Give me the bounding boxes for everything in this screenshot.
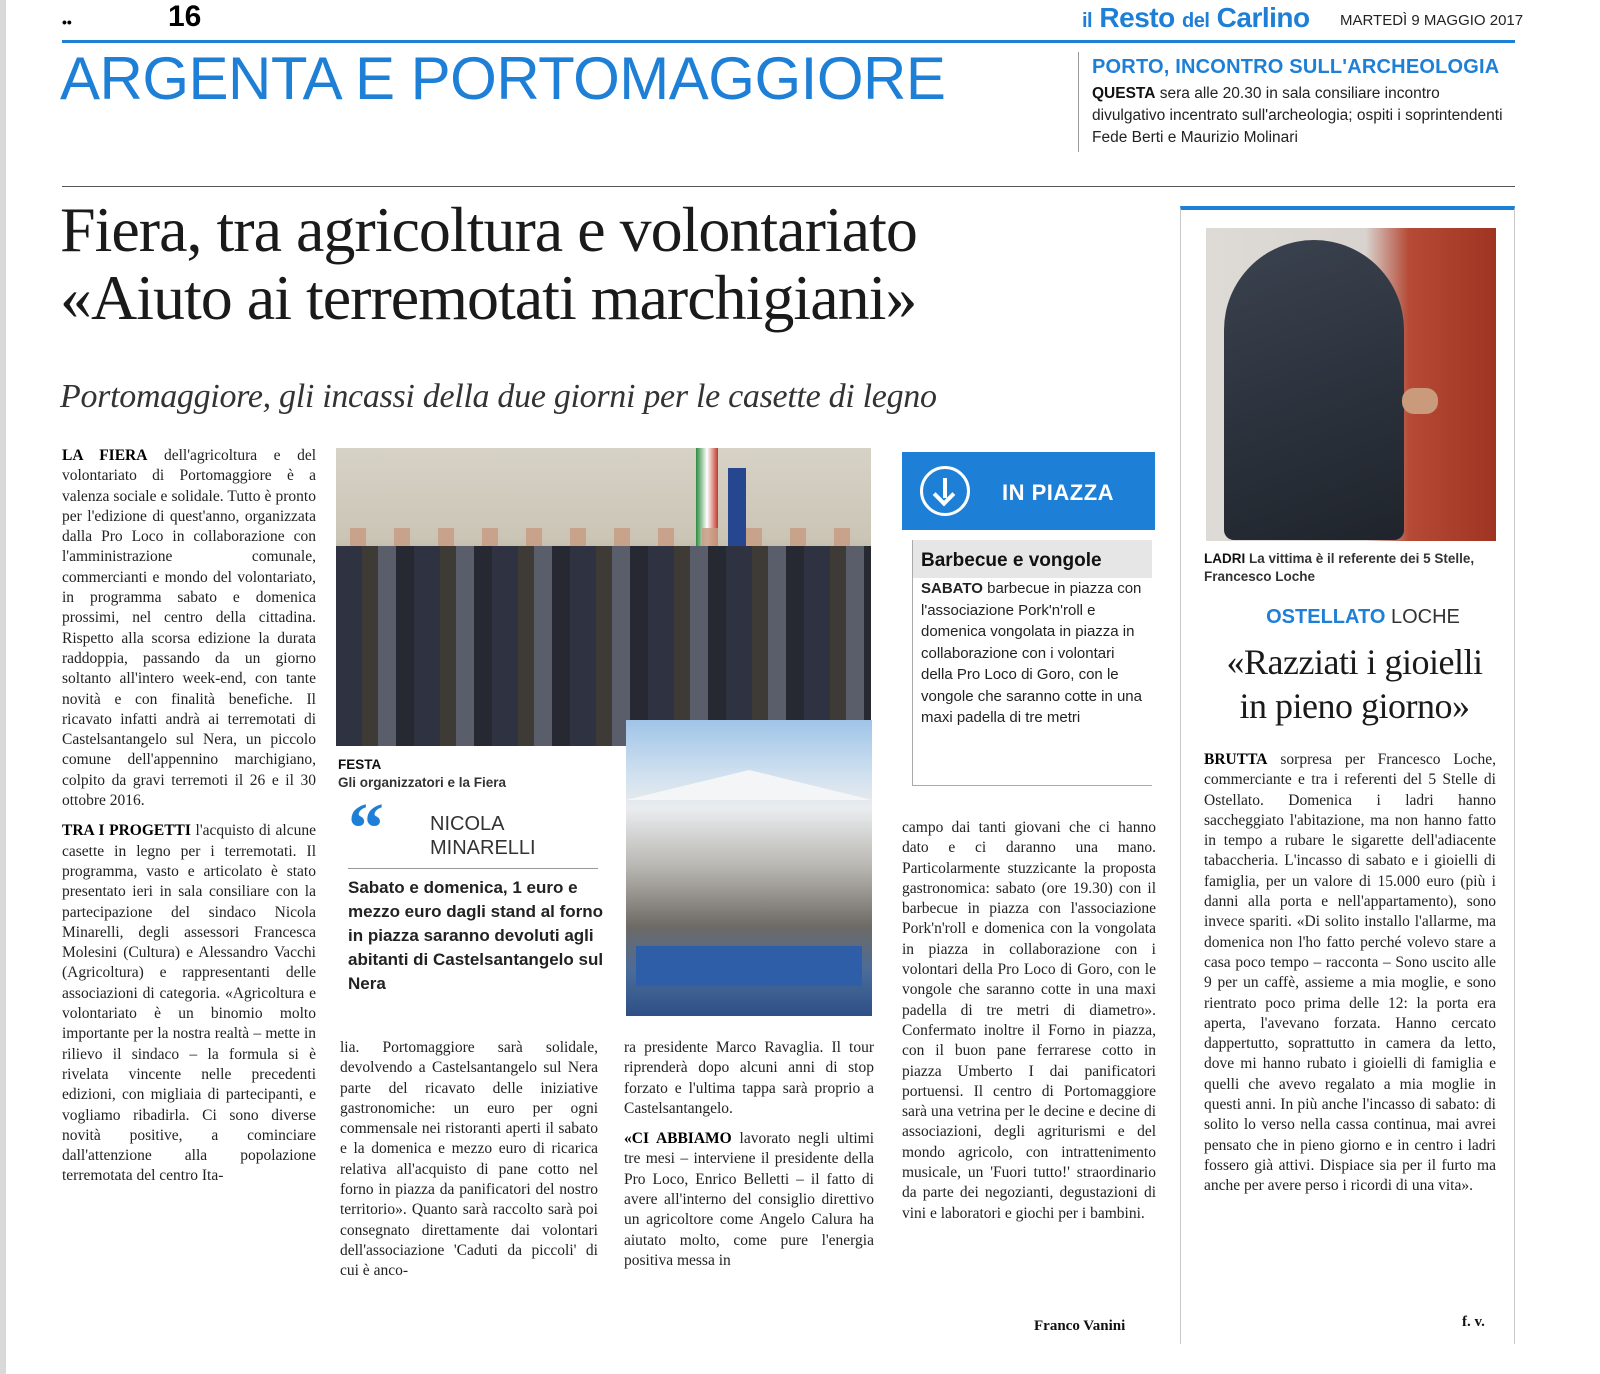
sidebar-headline: «Razziati i gioielli in pieno giorno»	[1226, 642, 1483, 726]
photo-market	[626, 720, 872, 1016]
article-column-1: LA FIERA dell'agricoltura e del volontariato di Portomaggiore è a valenza sociale e solidale. Tutto è pronto per l'edizione di quest'anno, organizzata dalla Pro Loco in collaborazione con l'amministrazione comunale, commercianti e mondo del volontariato, in programma sabato e domenica prossimi, nel centro della cittadina. Rispetto alla scorsa edizione la durata raddoppia, passando da un giorno soltanto all'intero week-end, con tante novità e con finalità benefiche. Il ricavato infatti andrà ai terremotati di Castelsantangelo sul Nera, un piccolo comune dell'appennino marchigiano, colpito da gravi terremoti il 26 e il 30 ottobre 2016. TRA I PROGETTI l'acquisto di alcune casette in legno per i terremotati. Il programma, vasto e articolato è stato presentato ieri in sala consiliare con la partecipazione del sindaco Nicola Minarelli, degli assessori Francesca Molesini (Cultura) e Alessandro Vacchi (Agricoltura) e rappresentanti delle associazioni di categoria. «Agricoltura e volontariato è un binomio molto importante per la nostra realtà – mette in rilievo il sindaco – la formula si è rivelata vincente nelle precedenti edizioni, con migliaia di partecipanti, e vogliamo ribadirla. Ci sono diverse novità positive, a cominciare dall'attenzione alla popolazione terremotata del centro Ita-	[62, 447, 317, 1185]
article-headline: Fiera, tra agricoltura e volontariato «Aiuto ai terremotati marchigiani»	[60, 194, 917, 333]
quote-author: NICOLA MINARELLI	[430, 813, 536, 859]
sidebar-body: BRUTTA sorpresa per Francesco Loche, commerciante e tra i referenti del 5 Stelle di Ostellato. Domenica i ladri hanno saccheggiato l'abitazione, ma non hanno fatto in tempo a rubare le sigarette dell'adiacente tabaccheria. L'incasso di sabato e i gioielli di famiglia, per un valore di 15.000 euro (più i danni alla porta e nell'appartamento), sono invece spariti. «Di solito installo l'allarme, ma domenica non l'ho fatto perché volevo stare a casa poco tempo – racconta – Sono uscito alle 9 per un caffè, assieme a mia moglie, e sono rientrato poco prima delle 12: la porta era aperta, l'avevano forzata. Hanno cercato dappertutto, soprattutto in camera da letto, dove mi hanno rubato i gioielli di famiglia e quelli che avevo regalato a mia moglie in questi anni. In più anche l'incasso di sabato: di solito lo verso nella cassa continua, mai avrei pensato che in pieno giorno e in centro i ladri fossero già attivi. Dispiace sia per il furto ma anche per avere perso i ricordi di una vita».	[1204, 751, 1496, 1195]
divider	[1078, 52, 1079, 152]
page-number: 16	[168, 0, 202, 33]
article-column-2: lia. Portomaggiore sarà solidale, devolvendo a Castelsantangelo sul Nera parte del ricavato delle iniziative gastronomiche: un euro per ogni commensale nei ristoranti aperti il sabato e la domenica e mezzo euro di ricarica relativa all'acquisto di pane cotto nel forno in piazza da panificatori del nostro territorio». Quanto sarà raccolto sarà poi consegnato direttamente dai volontari dell'associazione 'Caduti da piccoli' di cui è anco-	[340, 1039, 598, 1280]
newspaper-logo: il Resto del Carlino	[1082, 2, 1310, 33]
in-piazza-box	[912, 540, 1152, 786]
divider	[62, 186, 1515, 187]
folio-dots: ••	[62, 14, 72, 30]
issue-date: MARTEDÌ 9 MAGGIO 2017	[1340, 12, 1524, 29]
quote-icon: “	[348, 788, 384, 868]
top-rule	[62, 40, 1515, 43]
photo-burglar	[1206, 228, 1496, 541]
article-column-4: campo dai tanti giovani che ci hanno dato e ci daranno una mano. Particolarmente stuzzicante la proposta gastronomica: sabato (ore 19.30) con il barbecue in piazza con l'associazione Pork'n'roll e domenica con la vongolata in piazza in collaborazione con i volontari della Pro Loco di Goro, con le vongole che saranno cotte in una maxi padella di tre metri di diametro». Confermato inoltre il Forno in piazza, con il buon pane ferrarese cotto in piazza Umberto I dai panificatori portuensi. Il centro di Portomaggiore sarà una vetrina per le decine e decine di associazioni, degli agriturismi e del mondo agricolo, con intrattenimento musicale, un 'Fuori tutto!' straordinario da parte dei negozianti, degustazioni di vini e laboratori e giochi per i bambini.	[902, 819, 1156, 1222]
brief-title: PORTO, INCONTRO SULL'ARCHEOLOGIA	[1092, 56, 1500, 78]
in-piazza-text: SABATO barbecue in piazza con l'associazione Pork'n'roll e domenica vongolata in piazza in collaborazione con i volontari della Pro Loco di Goro, con le vongole che saranno cotte in una maxi padella di tre metri	[921, 580, 1142, 726]
brief-news	[1092, 56, 1517, 149]
article-column-3: ra presidente Marco Ravaglia. Il tour riprenderà dopo alcuni anni di stop forzato e l'ultima tappa sarà proprio a Castelsantangelo. «CI ABBIAMO lavorato negli ultimi tre mesi – interviene il presidente della Pro Loco, Enrico Belletti – il fatto di avere all'interno del consiglio direttivo un agricoltore come Angelo Calura ha aiutato molto, come pure l'energia positiva messa in	[624, 1039, 875, 1269]
sidebar-signature: f. v.	[1462, 1314, 1485, 1330]
photo-caption-ladri: LADRI La vittima è il referente dei 5 Stelle, Francesco Loche	[1204, 551, 1475, 584]
section-title: ARGENTA E PORTOMAGGIORE	[60, 45, 946, 112]
quote-text: Sabato e domenica, 1 euro e mezzo euro dagli stand al forno in piazza saranno devoluti agli abitanti di Castelsantangelo sul Nera	[348, 878, 604, 993]
brief-text: QUESTA sera alle 20.30 in sala consiliare incontro divulgativo incentrato sull'archeologia; ospiti i soprintendenti Fede Berti e Maurizio Molinari	[1092, 85, 1503, 146]
article-signature: Franco Vanini	[1034, 1318, 1126, 1334]
in-piazza-title: Barbecue e vongole	[921, 550, 1102, 571]
page-edge	[0, 0, 6, 1374]
sidebar-kicker: OSTELLATO LOCHE	[1266, 606, 1460, 628]
down-arrow-circle-icon	[920, 466, 970, 516]
article-subhead: Portomaggiore, gli incassi della due giorni per le casette di legno	[60, 378, 937, 415]
in-piazza-header: IN PIAZZA	[902, 452, 1155, 530]
photo-caption-festa: FESTA Gli organizzatori e la Fiera	[338, 757, 507, 790]
photo-organizers	[336, 448, 871, 746]
